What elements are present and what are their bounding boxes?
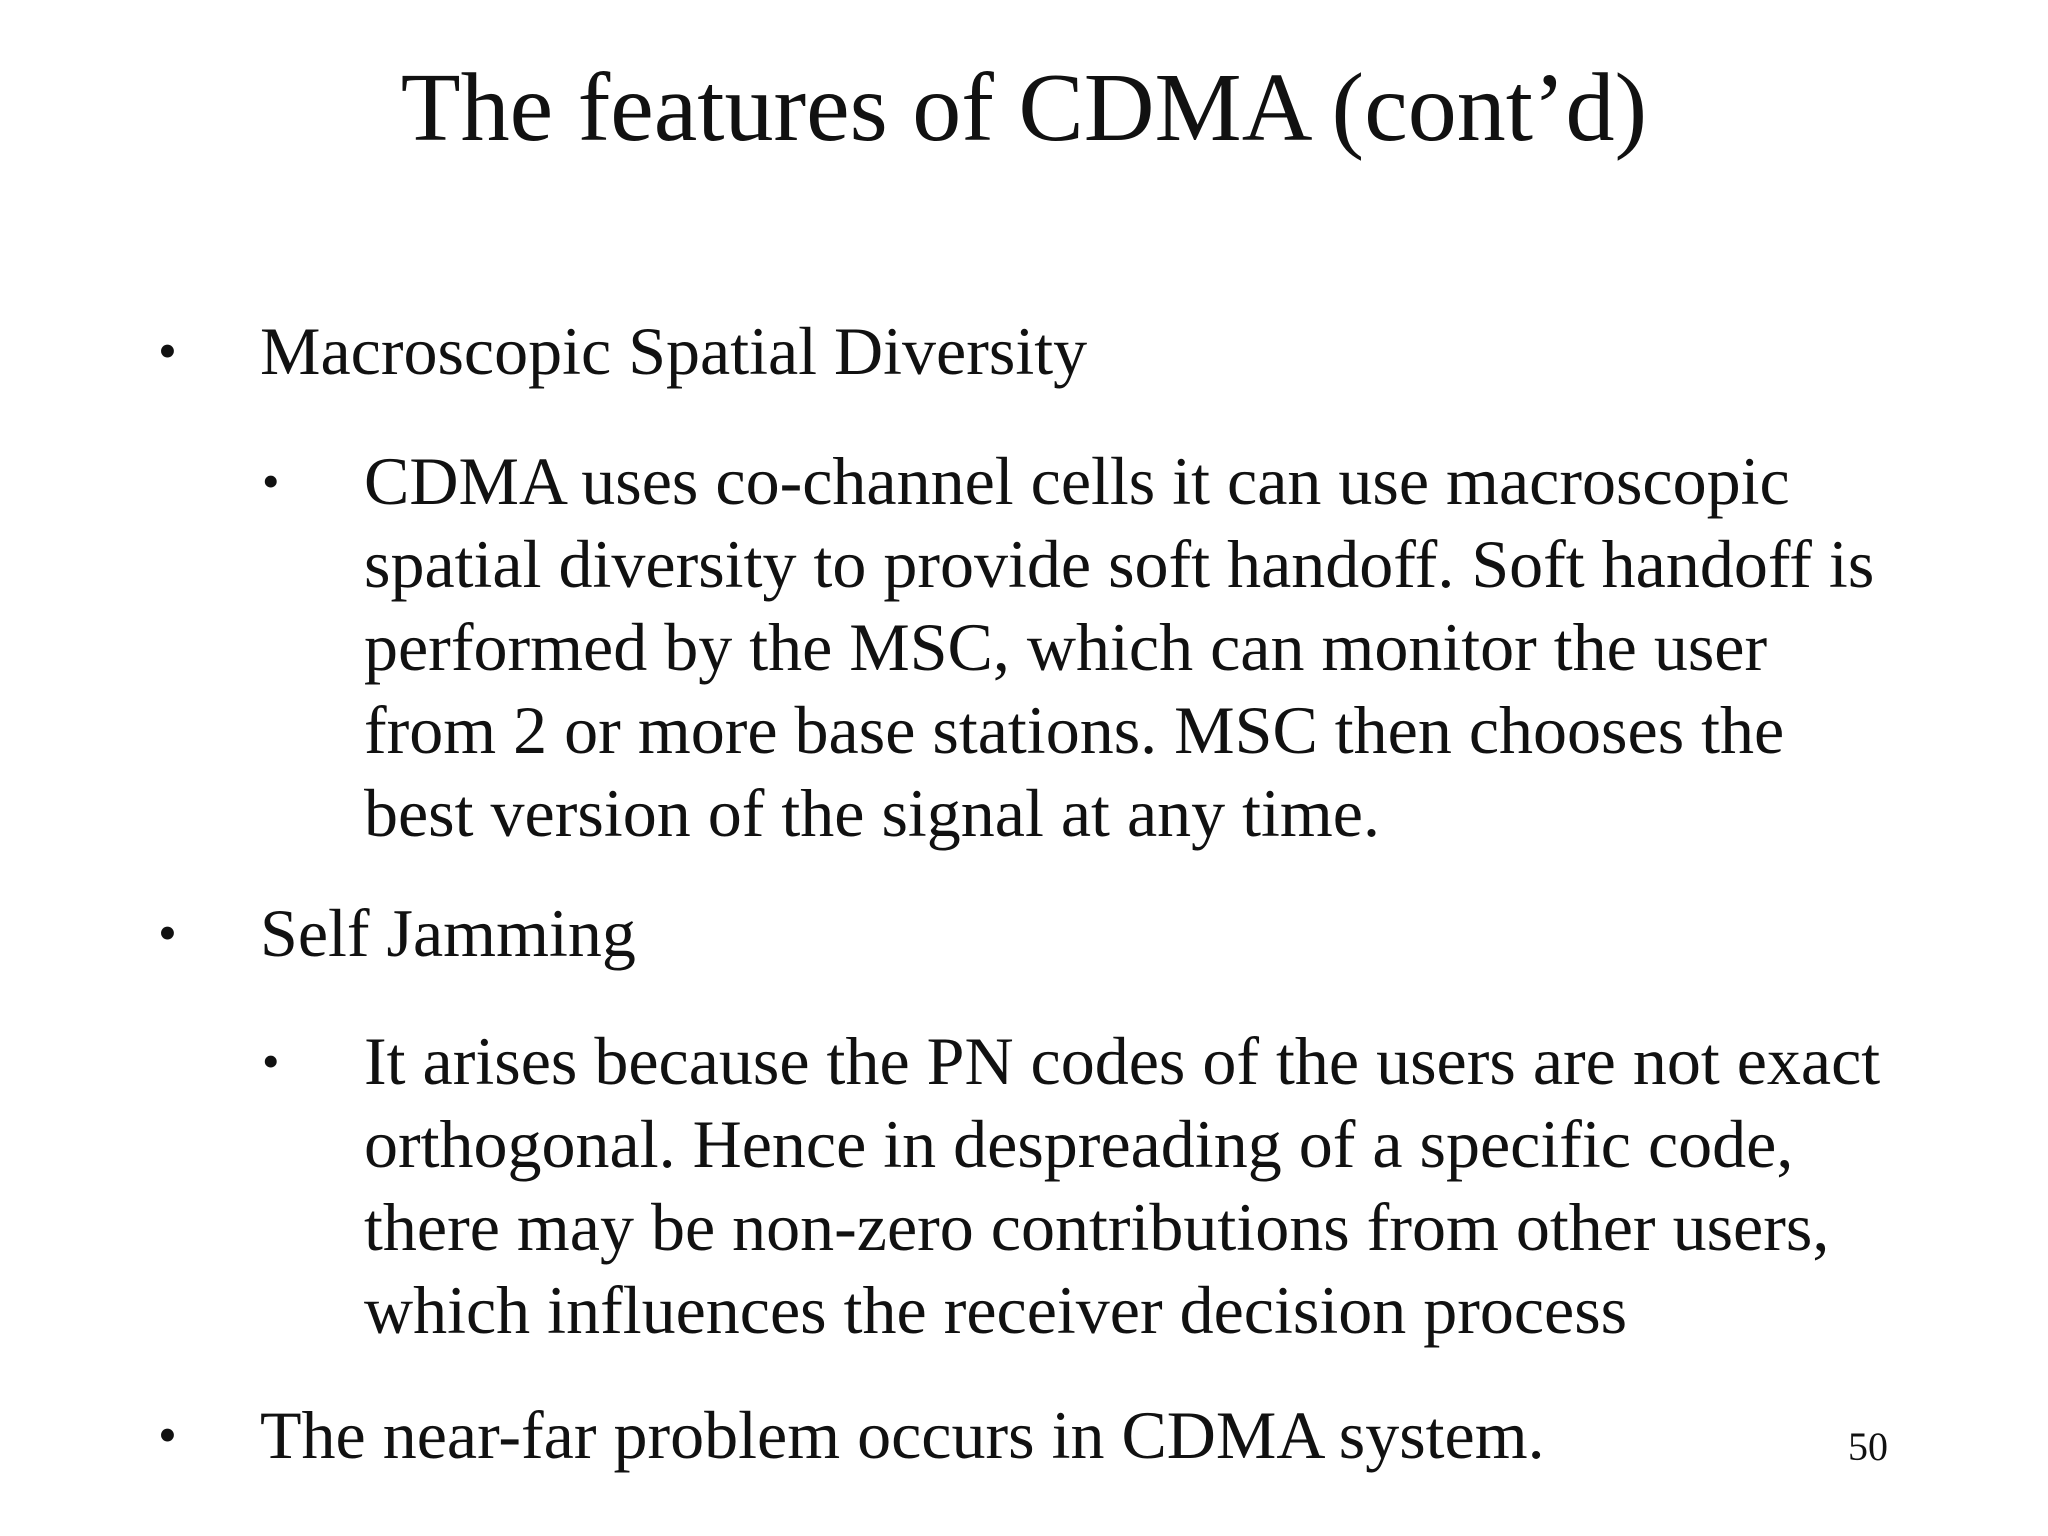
bullet-self-jamming [158,890,1958,980]
bullet-text: Macroscopic Spatial Diversity [260,313,1088,389]
text-line: orthogonal. Hence in despreading of a specific code, [364,1106,1794,1182]
sub-bullet-pn-codes [262,1020,1942,1360]
sub-bullet-dot: • [262,453,280,509]
sub-bullet-dot: • [262,1033,280,1089]
text-line: performed by the MSC, which can monitor the user [364,609,1768,685]
bullet-macroscopic-spatial-diversity [158,308,1958,398]
bullet-dot: • [158,903,177,963]
text-line: which influences the receiver decision process [364,1272,1628,1348]
bullet-dot: • [158,321,177,381]
text-line: It arises because the PN codes of the users are not exact [364,1023,1881,1099]
bullet-text: Self Jamming [260,895,636,971]
text-line: CDMA uses co-channel cells it can use macroscopic [364,443,1790,519]
page-number: 50 [1848,1424,1888,1469]
text-line: there may be non-zero contributions from other users, [364,1189,1830,1265]
sub-bullet-text [364,1020,1880,1352]
slide-title: The features of CDMA (cont’d) [400,54,1648,162]
sub-bullet-soft-handoff [262,440,1942,860]
text-line: from 2 or more base stations. MSC then chooses the [364,692,1785,768]
text-line: spatial diversity to provide soft handoff. Soft handoff is [364,526,1875,602]
bullet-near-far-problem [158,1392,1808,1482]
bullet-dot: • [158,1405,177,1465]
sub-bullet-text [364,440,1874,855]
text-line: best version of the signal at any time. [364,775,1380,851]
bullet-text: The near-far problem occurs in CDMA system. [260,1397,1545,1473]
